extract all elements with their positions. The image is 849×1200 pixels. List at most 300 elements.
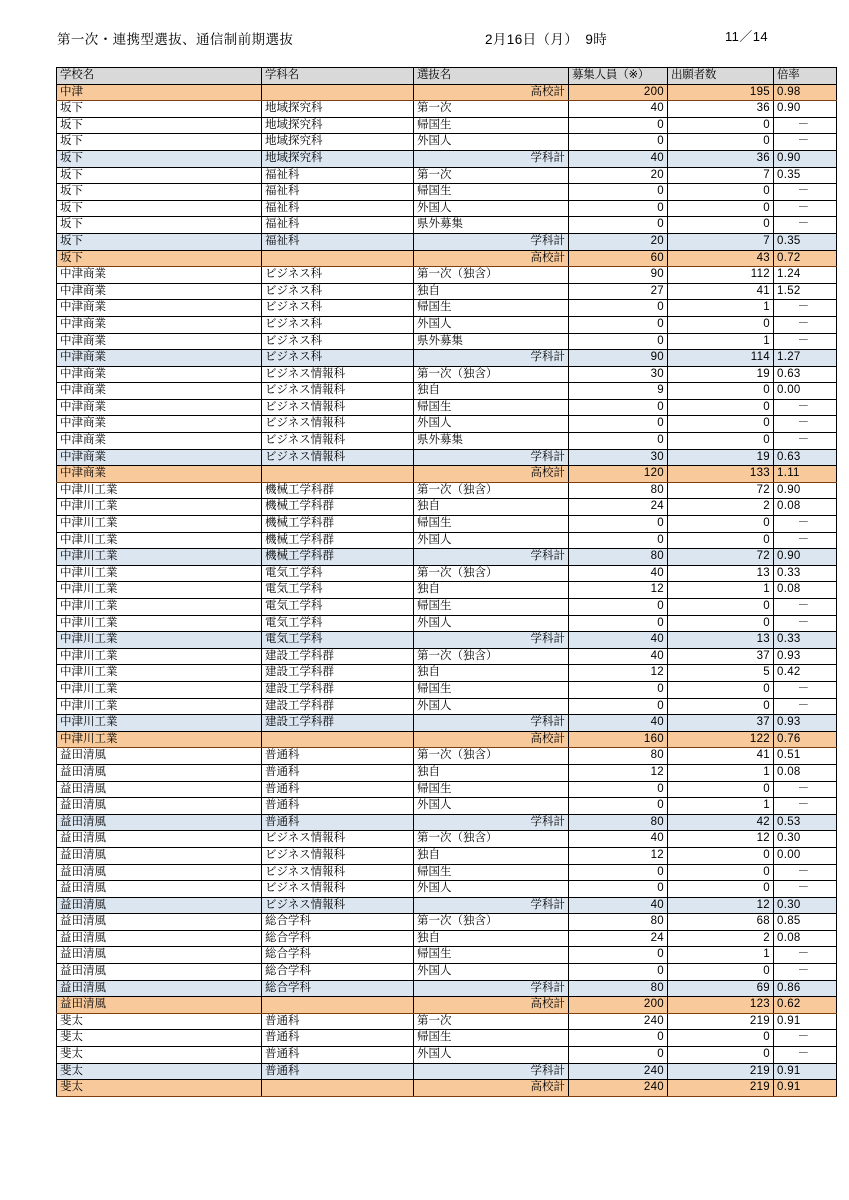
- cell-school: 益田清風: [57, 831, 262, 848]
- cell-selection: 高校計: [414, 466, 569, 483]
- table-row: [57, 399, 837, 416]
- table-row: [57, 150, 837, 167]
- cell-school: 益田清風: [57, 914, 262, 931]
- table-row: [57, 582, 837, 599]
- column-header-department: 学科名: [262, 68, 414, 85]
- cell-school: 中津川工業: [57, 549, 262, 566]
- cell-applicants: 0: [668, 433, 774, 450]
- cell-applicants: 114: [668, 350, 774, 367]
- page-header: [57, 28, 837, 54]
- cell-school: 坂下: [57, 134, 262, 151]
- table-row: [57, 881, 837, 898]
- cell-applicants: 5: [668, 665, 774, 682]
- cell-selection: 高校計: [414, 1080, 569, 1097]
- cell-ratio: 0.33: [774, 565, 837, 582]
- cell-school: 中津商業: [57, 449, 262, 466]
- table-row: [57, 997, 837, 1014]
- cell-applicants: 43: [668, 250, 774, 267]
- cell-ratio: 0.33: [774, 632, 837, 649]
- cell-capacity: 0: [569, 964, 668, 981]
- cell-department: ビジネス情報科: [262, 831, 414, 848]
- cell-selection: 外国人: [414, 798, 569, 815]
- cell-ratio: 0.08: [774, 930, 837, 947]
- table-row: [57, 350, 837, 367]
- cell-capacity: 240: [569, 1063, 668, 1080]
- cell-school: 坂下: [57, 150, 262, 167]
- table-row: [57, 449, 837, 466]
- cell-capacity: 24: [569, 930, 668, 947]
- cell-school: 益田清風: [57, 847, 262, 864]
- cell-selection: 第一次: [414, 167, 569, 184]
- cell-ratio: －: [774, 1030, 837, 1047]
- cell-capacity: 0: [569, 117, 668, 134]
- table-row: [57, 433, 837, 450]
- cell-school: 中津川工業: [57, 715, 262, 732]
- cell-ratio: 1.11: [774, 466, 837, 483]
- cell-applicants: 0: [668, 1047, 774, 1064]
- cell-ratio: －: [774, 599, 837, 616]
- column-header-ratio: 倍率: [774, 68, 837, 85]
- cell-ratio: －: [774, 433, 837, 450]
- cell-school: 斐太: [57, 1013, 262, 1030]
- cell-capacity: 90: [569, 267, 668, 284]
- cell-capacity: 30: [569, 366, 668, 383]
- cell-ratio: －: [774, 615, 837, 632]
- cell-selection: 帰国生: [414, 399, 569, 416]
- cell-applicants: 37: [668, 715, 774, 732]
- cell-selection: 県外募集: [414, 433, 569, 450]
- cell-ratio: 0.93: [774, 648, 837, 665]
- cell-applicants: 0: [668, 847, 774, 864]
- table-row: [57, 930, 837, 947]
- table-row: [57, 233, 837, 250]
- table-row: [57, 864, 837, 881]
- cell-selection: 外国人: [414, 416, 569, 433]
- cell-applicants: 112: [668, 267, 774, 284]
- table-row: [57, 615, 837, 632]
- cell-department: 電気工学科: [262, 632, 414, 649]
- cell-department: [262, 1080, 414, 1097]
- cell-school: 中津川工業: [57, 516, 262, 533]
- cell-ratio: －: [774, 698, 837, 715]
- cell-ratio: 0.90: [774, 549, 837, 566]
- cell-ratio: 0.91: [774, 1080, 837, 1097]
- cell-school: 中津川工業: [57, 565, 262, 582]
- cell-school: 坂下: [57, 250, 262, 267]
- cell-applicants: 0: [668, 1030, 774, 1047]
- cell-capacity: 0: [569, 599, 668, 616]
- table-head: [57, 68, 837, 85]
- cell-selection: 独自: [414, 582, 569, 599]
- cell-school: 中津川工業: [57, 665, 262, 682]
- cell-ratio: －: [774, 399, 837, 416]
- cell-school: 益田清風: [57, 897, 262, 914]
- cell-school: 中津川工業: [57, 648, 262, 665]
- cell-ratio: 0.85: [774, 914, 837, 931]
- table-row: [57, 947, 837, 964]
- cell-capacity: 12: [569, 582, 668, 599]
- cell-applicants: 0: [668, 117, 774, 134]
- cell-ratio: －: [774, 217, 837, 234]
- cell-department: [262, 250, 414, 267]
- table-row: [57, 748, 837, 765]
- cell-ratio: －: [774, 964, 837, 981]
- table-row: [57, 1063, 837, 1080]
- cell-selection: 独自: [414, 665, 569, 682]
- cell-school: 中津商業: [57, 416, 262, 433]
- cell-applicants: 133: [668, 466, 774, 483]
- table-row: [57, 764, 837, 781]
- cell-ratio: 0.91: [774, 1063, 837, 1080]
- cell-capacity: 200: [569, 997, 668, 1014]
- cell-applicants: 1: [668, 300, 774, 317]
- column-header-capacity: 募集人員（※）: [569, 68, 668, 85]
- table-row: [57, 831, 837, 848]
- table-row: [57, 632, 837, 649]
- table-row: [57, 117, 837, 134]
- cell-department: ビジネス情報科: [262, 416, 414, 433]
- cell-selection: 第一次（独含）: [414, 482, 569, 499]
- cell-selection: 学科計: [414, 449, 569, 466]
- cell-capacity: 80: [569, 980, 668, 997]
- cell-ratio: 0.90: [774, 101, 837, 118]
- cell-department: 機械工学科群: [262, 516, 414, 533]
- cell-capacity: 0: [569, 184, 668, 201]
- cell-capacity: 40: [569, 715, 668, 732]
- column-header-applicants: 出願者数: [668, 68, 774, 85]
- cell-school: 中津川工業: [57, 599, 262, 616]
- table-row: [57, 665, 837, 682]
- cell-capacity: 24: [569, 499, 668, 516]
- cell-school: 中津川工業: [57, 698, 262, 715]
- cell-capacity: 90: [569, 350, 668, 367]
- cell-selection: 帰国生: [414, 681, 569, 698]
- cell-school: 坂下: [57, 233, 262, 250]
- cell-capacity: 0: [569, 399, 668, 416]
- cell-department: 普通科: [262, 781, 414, 798]
- cell-school: 中津商業: [57, 366, 262, 383]
- cell-selection: 帰国生: [414, 184, 569, 201]
- cell-applicants: 69: [668, 980, 774, 997]
- cell-department: 電気工学科: [262, 565, 414, 582]
- cell-department: 総合学科: [262, 980, 414, 997]
- cell-capacity: 0: [569, 615, 668, 632]
- cell-applicants: 7: [668, 233, 774, 250]
- cell-selection: 学科計: [414, 549, 569, 566]
- cell-selection: 帰国生: [414, 599, 569, 616]
- cell-applicants: 12: [668, 897, 774, 914]
- cell-department: [262, 84, 414, 101]
- cell-ratio: 0.35: [774, 233, 837, 250]
- cell-school: 斐太: [57, 1063, 262, 1080]
- cell-capacity: 80: [569, 549, 668, 566]
- cell-department: ビジネス情報科: [262, 449, 414, 466]
- cell-capacity: 20: [569, 233, 668, 250]
- cell-selection: 県外募集: [414, 333, 569, 350]
- cell-applicants: 0: [668, 184, 774, 201]
- cell-capacity: 40: [569, 565, 668, 582]
- cell-capacity: 240: [569, 1013, 668, 1030]
- cell-school: 益田清風: [57, 798, 262, 815]
- table-row: [57, 101, 837, 118]
- cell-capacity: 0: [569, 864, 668, 881]
- cell-applicants: 19: [668, 449, 774, 466]
- cell-selection: 学科計: [414, 150, 569, 167]
- table-row: [57, 267, 837, 284]
- cell-ratio: －: [774, 300, 837, 317]
- table-body: [57, 84, 837, 1096]
- cell-school: 坂下: [57, 217, 262, 234]
- cell-department: 福祉科: [262, 217, 414, 234]
- cell-department: ビジネス情報科: [262, 366, 414, 383]
- cell-applicants: 19: [668, 366, 774, 383]
- cell-school: 坂下: [57, 101, 262, 118]
- cell-selection: 学科計: [414, 233, 569, 250]
- cell-capacity: 0: [569, 781, 668, 798]
- cell-department: 機械工学科群: [262, 482, 414, 499]
- cell-applicants: 219: [668, 1080, 774, 1097]
- cell-school: 中津商業: [57, 333, 262, 350]
- cell-applicants: 7: [668, 167, 774, 184]
- cell-ratio: 0.76: [774, 731, 837, 748]
- cell-applicants: 0: [668, 383, 774, 400]
- cell-department: 機械工学科群: [262, 499, 414, 516]
- cell-selection: 高校計: [414, 84, 569, 101]
- cell-ratio: 0.53: [774, 814, 837, 831]
- table-row: [57, 681, 837, 698]
- cell-capacity: 0: [569, 134, 668, 151]
- cell-ratio: －: [774, 881, 837, 898]
- cell-applicants: 0: [668, 864, 774, 881]
- cell-applicants: 72: [668, 482, 774, 499]
- cell-department: ビジネス情報科: [262, 383, 414, 400]
- cell-school: 中津川工業: [57, 532, 262, 549]
- cell-capacity: 27: [569, 283, 668, 300]
- cell-selection: 第一次（独含）: [414, 565, 569, 582]
- cell-school: 中津商業: [57, 283, 262, 300]
- cell-selection: 帰国生: [414, 947, 569, 964]
- table-row: [57, 316, 837, 333]
- cell-applicants: 0: [668, 399, 774, 416]
- cell-school: 中津川工業: [57, 731, 262, 748]
- cell-selection: 外国人: [414, 1047, 569, 1064]
- cell-ratio: 1.27: [774, 350, 837, 367]
- cell-ratio: 0.91: [774, 1013, 837, 1030]
- cell-capacity: 12: [569, 665, 668, 682]
- cell-ratio: 0.63: [774, 366, 837, 383]
- cell-selection: 独自: [414, 383, 569, 400]
- cell-department: ビジネス情報科: [262, 897, 414, 914]
- cell-selection: 学科計: [414, 632, 569, 649]
- cell-ratio: 0.86: [774, 980, 837, 997]
- cell-capacity: 60: [569, 250, 668, 267]
- table-row: [57, 814, 837, 831]
- cell-applicants: 37: [668, 648, 774, 665]
- cell-applicants: 0: [668, 964, 774, 981]
- cell-school: 坂下: [57, 167, 262, 184]
- cell-department: 福祉科: [262, 184, 414, 201]
- cell-capacity: 0: [569, 300, 668, 317]
- table-row: [57, 798, 837, 815]
- cell-department: ビジネス情報科: [262, 433, 414, 450]
- cell-school: 益田清風: [57, 781, 262, 798]
- cell-selection: 学科計: [414, 814, 569, 831]
- cell-selection: 独自: [414, 847, 569, 864]
- cell-ratio: －: [774, 798, 837, 815]
- cell-capacity: 0: [569, 1047, 668, 1064]
- cell-department: 普通科: [262, 748, 414, 765]
- table-row: [57, 698, 837, 715]
- cell-applicants: 219: [668, 1063, 774, 1080]
- cell-capacity: 0: [569, 947, 668, 964]
- cell-capacity: 0: [569, 433, 668, 450]
- cell-selection: 第一次（独含）: [414, 366, 569, 383]
- cell-capacity: 80: [569, 482, 668, 499]
- cell-applicants: 1: [668, 764, 774, 781]
- table-row: [57, 549, 837, 566]
- table-row: [57, 1013, 837, 1030]
- column-header-selection: 選抜名: [414, 68, 569, 85]
- cell-school: 中津川工業: [57, 582, 262, 599]
- table-row: [57, 250, 837, 267]
- table-row: [57, 300, 837, 317]
- cell-school: 坂下: [57, 117, 262, 134]
- cell-selection: 独自: [414, 499, 569, 516]
- cell-ratio: 0.42: [774, 665, 837, 682]
- cell-selection: 学科計: [414, 897, 569, 914]
- cell-selection: 外国人: [414, 532, 569, 549]
- cell-capacity: 12: [569, 847, 668, 864]
- table-row: [57, 897, 837, 914]
- table-row: [57, 1047, 837, 1064]
- cell-applicants: 1: [668, 947, 774, 964]
- cell-school: 中津川工業: [57, 482, 262, 499]
- cell-department: 福祉科: [262, 233, 414, 250]
- cell-applicants: 1: [668, 798, 774, 815]
- table-row: [57, 366, 837, 383]
- table-row: [57, 914, 837, 931]
- cell-selection: 学科計: [414, 980, 569, 997]
- cell-ratio: 0.30: [774, 831, 837, 848]
- cell-selection: 高校計: [414, 250, 569, 267]
- table-row: [57, 466, 837, 483]
- cell-applicants: 195: [668, 84, 774, 101]
- cell-department: ビジネス科: [262, 333, 414, 350]
- table-row: [57, 648, 837, 665]
- cell-ratio: 0.30: [774, 897, 837, 914]
- cell-school: 中津商業: [57, 316, 262, 333]
- cell-capacity: 0: [569, 1030, 668, 1047]
- cell-department: 普通科: [262, 1013, 414, 1030]
- cell-applicants: 219: [668, 1013, 774, 1030]
- cell-applicants: 0: [668, 516, 774, 533]
- cell-selection: 高校計: [414, 997, 569, 1014]
- cell-capacity: 40: [569, 150, 668, 167]
- cell-department: 機械工学科群: [262, 549, 414, 566]
- cell-ratio: －: [774, 532, 837, 549]
- admissions-table: [56, 67, 837, 1097]
- cell-applicants: 72: [668, 549, 774, 566]
- cell-applicants: 41: [668, 283, 774, 300]
- table-row: [57, 200, 837, 217]
- table-row: [57, 333, 837, 350]
- cell-school: 中津川工業: [57, 615, 262, 632]
- table-row: [57, 1080, 837, 1097]
- cell-selection: 外国人: [414, 964, 569, 981]
- cell-applicants: 2: [668, 499, 774, 516]
- cell-school: 斐太: [57, 1030, 262, 1047]
- cell-applicants: 0: [668, 781, 774, 798]
- table-row: [57, 416, 837, 433]
- table-row: [57, 565, 837, 582]
- cell-ratio: －: [774, 516, 837, 533]
- cell-ratio: －: [774, 864, 837, 881]
- cell-capacity: 80: [569, 748, 668, 765]
- cell-selection: 学科計: [414, 350, 569, 367]
- cell-ratio: 0.35: [774, 167, 837, 184]
- cell-selection: 帰国生: [414, 1030, 569, 1047]
- cell-applicants: 0: [668, 416, 774, 433]
- cell-ratio: 1.52: [774, 283, 837, 300]
- cell-capacity: 0: [569, 416, 668, 433]
- cell-ratio: 0.00: [774, 383, 837, 400]
- cell-capacity: 0: [569, 333, 668, 350]
- table-row: [57, 980, 837, 997]
- cell-capacity: 120: [569, 466, 668, 483]
- cell-ratio: －: [774, 200, 837, 217]
- cell-ratio: －: [774, 681, 837, 698]
- table-row: [57, 516, 837, 533]
- cell-capacity: 0: [569, 200, 668, 217]
- cell-department: 建設工学科群: [262, 681, 414, 698]
- cell-department: 電気工学科: [262, 599, 414, 616]
- cell-department: 建設工学科群: [262, 665, 414, 682]
- table-row: [57, 283, 837, 300]
- cell-applicants: 0: [668, 217, 774, 234]
- cell-ratio: －: [774, 134, 837, 151]
- cell-school: 中津商業: [57, 350, 262, 367]
- cell-applicants: 41: [668, 748, 774, 765]
- cell-applicants: 13: [668, 565, 774, 582]
- cell-department: 建設工学科群: [262, 648, 414, 665]
- cell-department: 普通科: [262, 764, 414, 781]
- cell-ratio: －: [774, 316, 837, 333]
- cell-capacity: 240: [569, 1080, 668, 1097]
- table-row: [57, 184, 837, 201]
- cell-department: ビジネス科: [262, 350, 414, 367]
- cell-school: 益田清風: [57, 881, 262, 898]
- cell-capacity: 40: [569, 632, 668, 649]
- cell-department: 建設工学科群: [262, 698, 414, 715]
- cell-applicants: 0: [668, 316, 774, 333]
- cell-selection: 第一次（独含）: [414, 831, 569, 848]
- cell-ratio: 0.62: [774, 997, 837, 1014]
- cell-school: 益田清風: [57, 980, 262, 997]
- cell-department: 総合学科: [262, 930, 414, 947]
- exam-datetime: 2月16日（月） 9時: [485, 32, 608, 47]
- cell-selection: 帰国生: [414, 516, 569, 533]
- cell-school: 斐太: [57, 1080, 262, 1097]
- cell-capacity: 80: [569, 814, 668, 831]
- cell-department: ビジネス情報科: [262, 847, 414, 864]
- cell-selection: 学科計: [414, 715, 569, 732]
- cell-school: 益田清風: [57, 864, 262, 881]
- cell-capacity: 0: [569, 316, 668, 333]
- cell-applicants: 36: [668, 101, 774, 118]
- cell-department: 総合学科: [262, 964, 414, 981]
- cell-department: 総合学科: [262, 914, 414, 931]
- cell-department: 地域探究科: [262, 150, 414, 167]
